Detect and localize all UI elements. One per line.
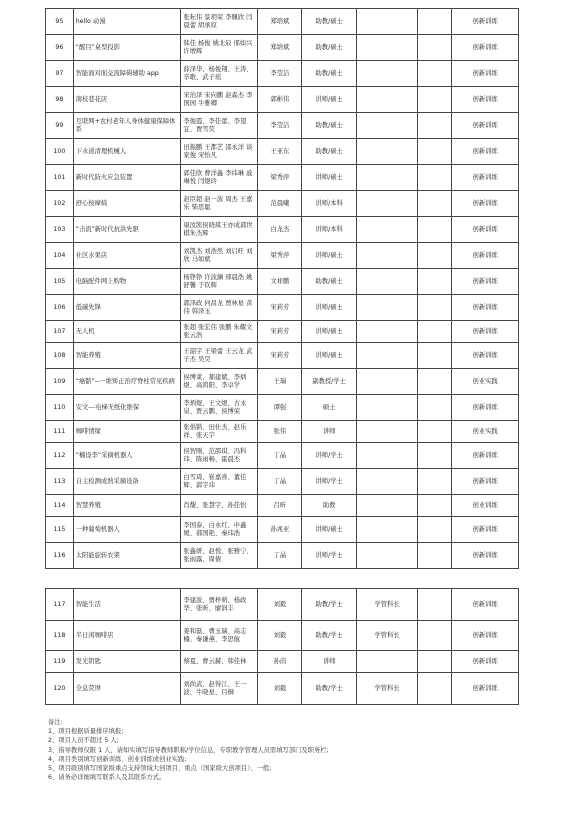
row-number: 97 [46,61,74,87]
row-number: 102 [46,191,74,217]
advisor-position [356,369,418,395]
note-line: 2、项目人员不超过 5 人; [48,737,119,745]
project-type: 创新训练 [452,589,519,621]
team-members: 李国泰、白永红、申鑫媛、郝国艳、秦玮浩 [181,517,258,543]
table-row [46,35,519,61]
table-row [46,9,519,35]
project-type: 创新训练 [452,443,519,469]
project-type: 创新训练 [452,395,519,421]
table-row [46,495,519,517]
team-members: 田振鹏 王都艺 邵永洋 谈家俊 宋怡凡 [181,139,258,165]
advisor-name: 白龙杰 [258,217,302,243]
advisor-title: 助教/硕士 [302,61,356,87]
project-name: 智慧养殖 [73,495,181,517]
advisor-title: 助教/硕士 [302,35,356,61]
blank-cell [418,651,452,673]
row-number: 112 [46,443,74,469]
row-number: 104 [46,243,74,269]
project-name: 舒心按摩椅 [73,191,181,217]
project-name: 发光钥匙 [73,651,181,673]
blank-cell [418,443,452,469]
advisor-position: 学管科长 [356,673,418,705]
table-row [46,443,519,469]
blank-cell [418,421,452,443]
row-number: 98 [46,87,74,113]
table-row [46,243,519,269]
project-type: 创新训练 [452,517,519,543]
table-row [46,517,519,543]
project-name: 一种葡萄机器人 [73,517,181,543]
team-members: 宋治泽 宋向鹏 赵森杰 李国园 牛雅卿 [181,87,258,113]
advisor-position [356,395,418,421]
advisor-position [356,343,418,369]
advisor-title: 讲师/学士 [302,543,356,569]
advisor-name: 刘毅 [258,621,302,651]
advisor-title: 讲师/硕士 [302,343,356,369]
advisor-title: 助教/硕士 [302,139,356,165]
notes-heading: 备注: [48,719,63,726]
advisor-position [356,191,418,217]
advisor-position [356,517,418,543]
advisor-name: 郑培斌 [258,35,302,61]
blank-cell [418,369,452,395]
row-number: 120 [46,673,74,705]
table-row [46,113,519,139]
row-number: 115 [46,517,74,543]
project-name: “癌骼”--一维矫正治疗脊柱常见疾病 [73,369,181,395]
advisor-name: 宋莉芳 [258,321,302,343]
blank-cell [418,395,452,421]
advisor-title: 讲师/硕士 [302,295,356,321]
advisor-name: 李莹洁 [258,113,302,139]
advisor-title: 讲师/本科 [302,217,356,243]
blank-cell [418,139,452,165]
advisor-name: 宋莉芳 [258,295,302,321]
blank-cell [418,217,452,243]
team-members: 康汝凯侯晓琪王亦成郭世棋朱杰辉 [181,217,258,243]
blank-cell [418,191,452,217]
team-members: 李俊霞、李佳蕾、李望宜、贾雪荧 [181,113,258,139]
project-table-section-1 [45,8,519,295]
row-number: 109 [46,369,74,395]
team-members: 李建波、贾梓萌、杨政华、张昕、廖润丰 [181,589,258,621]
row-number: 113 [46,469,74,495]
project-type: 创新训练 [452,87,519,113]
project-name: 太阳能旋转衣架 [73,543,181,569]
advisor-position [356,295,418,321]
project-name: “醒目”桌型投影 [73,35,181,61]
blank-cell [418,35,452,61]
advisor-title: 助教/硕士 [302,269,356,295]
row-number: 114 [46,495,74,517]
blank-cell [418,589,452,621]
table-row [46,217,519,243]
team-members: 白雪琦、崔嘉喜、董佳辉、郭宇玮 [181,469,258,495]
blank-cell [418,469,452,495]
blank-cell [418,321,452,343]
project-name: 新时代防火应急装置 [73,165,181,191]
blank-cell [418,621,452,651]
table-row [46,269,519,295]
advisor-position [356,9,418,35]
project-type: 创新训练 [452,621,519,651]
team-members: 肖馥、张慧宇、孙佳怡 [181,495,258,517]
project-name: 智能面对面交流障碍辅助 app [73,61,181,87]
table-row [46,543,519,569]
row-number: 101 [46,165,74,191]
blank-cell [418,269,452,295]
advisor-name: 孙茵 [258,651,302,673]
advisor-position [356,421,418,443]
advisor-name: 王瑞 [258,369,302,395]
row-number: 118 [46,621,74,651]
row-number: 100 [46,139,74,165]
advisor-position [356,61,418,87]
team-members: 韩佳 杨俊 姚北辰 邢如兴 许增辉 [181,35,258,61]
project-name: 安文---电梯无纸化维保 [73,395,181,421]
project-type: 创新训练 [452,165,519,191]
project-type: 创新训练 [452,217,519,243]
advisor-position [356,469,418,495]
advisor-position [356,269,418,295]
project-name: 咖啡情缘 [73,421,181,443]
project-name: hello 动漫 [73,9,181,35]
advisor-title: 助教 [302,495,356,517]
advisor-name: 吕昕 [258,495,302,517]
team-members: 李炳煜、王文煜、古永泉、贾云鹏、侯博荣 [181,395,258,421]
table-row [46,191,519,217]
project-name: 无人机 [73,321,181,343]
table-row [46,87,519,113]
project-type: 创新训练 [452,35,519,61]
advisor-title: 讲师/硕士 [302,87,356,113]
team-members: 刘凯杰 刘浩然 刘启旺 刘欣 马如斌 [181,243,258,269]
blank-cell [418,243,452,269]
blank-cell [418,517,452,543]
project-type: 创新训练 [452,295,519,321]
advisor-position [356,651,418,673]
project-type: 创新训练 [452,651,519,673]
advisor-name: 谭强 [258,395,302,421]
project-type: 创新训练 [452,9,519,35]
team-members: 张倡锴、田仕杰、赵乐祥、张天宇 [181,421,258,443]
team-members: 蔡夏、曹云赫、韩佳林 [181,651,258,673]
team-members: 王韶宇 王梁蕾 王云龙 武子杰 吴昊 [181,343,258,369]
project-type: 创新训练 [452,343,519,369]
advisor-title: 讲师/硕士 [302,165,356,191]
row-number: 103 [46,217,74,243]
table-row [46,421,519,443]
advisor-name: 宋莉芳 [258,343,302,369]
project-type: 创新训练 [452,243,519,269]
row-number: 99 [46,113,74,139]
project-name: 自主检测成熟采摘设备 [73,469,181,495]
team-members: 杨铮铮 许波澜 邢晨浩 姚舒馨 于钦辉 [181,269,258,295]
advisor-title: 讲师 [302,421,356,443]
project-type: 创新训练 [452,269,519,295]
table-row [46,139,519,165]
row-number: 111 [46,421,74,443]
advisor-position: 学管科长 [356,589,418,621]
advisor-name: 刘毅 [258,589,302,621]
table-row [46,651,519,673]
advisor-position [356,543,418,569]
table-row [46,321,519,343]
project-name: 低碳先锋 [73,295,181,321]
blank-cell [418,165,452,191]
project-name: 全息荧屏 [73,673,181,705]
note-line: 1、项目根据质量排序填报; [48,728,124,736]
advisor-name: 文祥鹏 [258,269,302,295]
project-name: 社区水果店 [73,243,181,269]
table-row [46,589,519,621]
blank-cell [418,673,452,705]
advisor-title: 硕士 [302,395,356,421]
advisor-position [356,35,418,61]
project-type: 创新训练 [452,191,519,217]
advisor-position [356,165,418,191]
advisor-position [356,87,418,113]
project-name: 智能养殖 [73,343,181,369]
advisor-name: 梁秀萍 [258,165,302,191]
advisor-name: 李莹洁 [258,61,302,87]
advisor-title: 讲师/学士 [302,469,356,495]
blank-cell [418,543,452,569]
advisor-name: 张伟 [258,421,302,443]
row-number: 105 [46,269,74,295]
advisor-title: 讲师/学士 [302,443,356,469]
team-members: 郭泽政 何昌龙 贾林星 黄伟 韩泽玉 [181,295,258,321]
table-row [46,165,519,191]
advisor-title: 讲师/硕士 [302,243,356,269]
team-members: 赵臣超 赵一波 周杰 王嘉乐 柴思聪 [181,191,258,217]
advisor-title: 助教/硕士 [302,9,356,35]
team-members: 张耘伟 景玥荣 李佩欣 闫晨蕾 胡承原 [181,9,258,35]
notes-block [48,718,528,782]
project-name: 下水道清理机械人 [73,139,181,165]
table-row [46,621,519,651]
table-row [46,343,519,369]
project-name: 智能生活 [73,589,181,621]
advisor-name: 梁秀萍 [258,243,302,269]
table-row [46,369,519,395]
project-name: “击流”新时代抗洪先驱 [73,217,181,243]
table-row [46,61,519,87]
advisor-name: 刘毅 [258,673,302,705]
blank-cell [418,87,452,113]
table-row [46,295,519,321]
row-number: 119 [46,651,74,673]
advisor-position [356,321,418,343]
row-number: 117 [46,589,74,621]
advisor-title: 讲师/硕士 [302,321,356,343]
note-line: 4、项目类别填写创新训练、创业训练或创业实践; [48,755,187,763]
advisor-position [356,495,418,517]
advisor-title: 副教授/学士 [302,369,356,395]
project-type: 创新训练 [452,139,519,165]
project-type: 创业实践 [452,421,519,443]
team-members: 侯博莱、郝建斌、李炳煜、高鸿阳、李卓学 [181,369,258,395]
note-line: 6、请务必详细填写联系人及其联系方式。 [48,774,166,782]
advisor-position [356,113,418,139]
team-members: 刘尚武、赵得江、王一波、牛晓星、目桐 [181,673,258,705]
team-members: 张超 张宏伟 张鹏 朱耀文 张云浩 [181,321,258,343]
project-name: 互联网+农村老年人身体健康保障体系 [73,113,181,139]
team-members: 郭佳欣 曹洋鑫 李纬琳 戚琳悦 闫煜玲 [181,165,258,191]
table-row [46,395,519,421]
advisor-name: 郑培斌 [258,9,302,35]
table-row [46,469,519,495]
team-members: 侯智刚、范邵琪、冯科玮、陈雨畅、霍晨杰 [181,443,258,469]
team-members: 张鑫妍、赵悦、张雅宁、张雨露、周倩 [181,543,258,569]
advisor-title: 助教/学士 [302,673,356,705]
row-number: 108 [46,343,74,369]
row-number: 110 [46,395,74,421]
advisor-name: 孙兆亚 [258,517,302,543]
project-type: 创新训练 [452,113,519,139]
advisor-position [356,443,418,469]
team-members: 薛泽华、杨俊翔、王涛、辛歌、武子瑶 [181,61,258,87]
advisor-name: 丁晶 [258,469,302,495]
row-number: 96 [46,35,74,61]
advisor-title: 讲师 [302,651,356,673]
row-number: 106 [46,295,74,321]
blank-cell [418,9,452,35]
project-type: 创新训练 [452,469,519,495]
team-members: 姜和磊、曹玉瑞、高志楠、秦谦燕、李思航 [181,621,258,651]
advisor-title: 讲师/硕士 [302,517,356,543]
project-type: 创新训练 [452,321,519,343]
advisor-title: 助教/学士 [302,621,356,651]
row-number: 107 [46,321,74,343]
project-table-section-2 [45,294,519,569]
project-type: 创新训练 [452,61,519,87]
advisor-title: 讲师/本科 [302,191,356,217]
blank-cell [418,113,452,139]
project-type: 创业训练 [452,495,519,517]
advisor-title: 助教/学士 [302,589,356,621]
project-name: 南枝巷花店 [73,87,181,113]
advisor-position [356,243,418,269]
project-name: 电脑配件网上购物 [73,269,181,295]
project-table-section-3 [45,588,519,705]
project-name: 半日闲咖啡店 [73,621,181,651]
project-type: 创新训练 [452,673,519,705]
advisor-title: 助教/硕士 [302,113,356,139]
advisor-name: 王亚东 [258,139,302,165]
advisor-name: 范晨曦 [258,191,302,217]
row-number: 116 [46,543,74,569]
advisor-name: 丁晶 [258,543,302,569]
blank-cell [418,295,452,321]
advisor-name: 郭彬伟 [258,87,302,113]
project-name: “楠设李”采摘机器人 [73,443,181,469]
advisor-position: 学管科长 [356,621,418,651]
blank-cell [418,61,452,87]
note-line: 5、项目级别填写国家级重点支持领域大创项目、重点（国家级大创项目）、一般; [48,765,272,773]
project-type: 创业实践 [452,369,519,395]
blank-cell [418,495,452,517]
advisor-name: 丁晶 [258,443,302,469]
project-type: 创新训练 [452,543,519,569]
row-number: 95 [46,9,74,35]
table-row [46,673,519,705]
advisor-position [356,217,418,243]
note-line: 3、指导教师仅限 1 人，请如实填写指导教师职称/学位信息，专职教学管理人员需填写部门及职务栏; [48,746,329,754]
blank-cell [418,343,452,369]
advisor-position [356,139,418,165]
